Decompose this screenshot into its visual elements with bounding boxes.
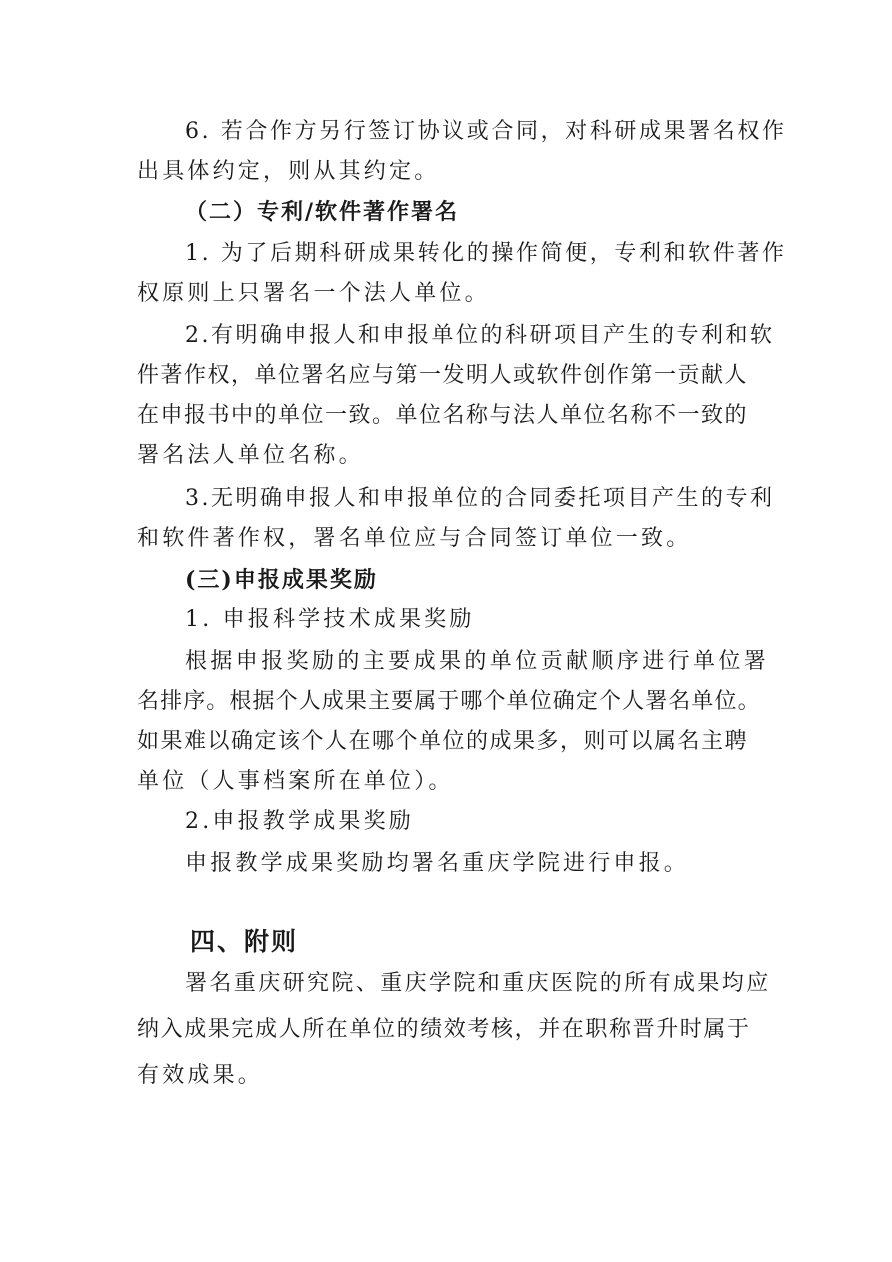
appendix-line-3: 有效成果。	[137, 1063, 264, 1088]
patent-item-2-line-2: 件著作权，单位署名应与第一发明人或软件创作第一贡献人	[137, 363, 749, 388]
award-item-1-line-1: 根据申报奖励的主要成果的单位贡献顺序进行单位署	[185, 649, 770, 674]
patent-item-2-line-3: 在申报书中的单位一致。单位名称与法人单位名称不一致的	[137, 403, 749, 428]
heading-patent-software: （二）专利/软件著作署名	[185, 199, 460, 225]
appendix-line-1: 署名重庆研究院、重庆学院和重庆医院的所有成果均应	[185, 971, 771, 996]
patent-item-2-line-1: 2.有明确申报人和申报单位的科研项目产生的专利和软	[185, 323, 775, 348]
patent-item-3-line-1: 3.无明确申报人和申报单位的合同委托项目产生的专利	[185, 486, 775, 511]
patent-item-1-line-1: 1. 为了后期科研成果转化的操作简便，专利和软件著作	[185, 241, 787, 266]
paragraph-6-line-2: 出具体约定，则从其约定。	[137, 159, 440, 184]
patent-item-1-line-2: 权原则上只署名一个法人单位。	[137, 281, 490, 306]
heading-award: (三)申报成果奖励	[185, 567, 378, 593]
award-item-1-line-4: 单位（人事档案所在单位）。	[137, 769, 454, 794]
appendix-line-2: 纳入成果完成人所在单位的绩效考核，并在职称晋升时属于	[137, 1017, 751, 1042]
award-item-2-line-1: 申报教学成果奖励均署名重庆学院进行申报。	[185, 851, 690, 876]
award-item-1-title: 1. 申报科学技术成果奖励	[185, 607, 475, 632]
award-item-1-line-2: 名排序。根据个人成果主要属于哪个单位确定个人署名单位。	[137, 689, 761, 714]
paragraph-6-line-1: 6. 若合作方另行签订协议或合同，对科研成果署名权作	[185, 119, 787, 144]
award-item-1-line-3: 如果难以确定该个人在哪个单位的成果多，则可以属名主聘	[137, 729, 749, 754]
patent-item-2-line-4: 署名法人单位名称。	[137, 443, 364, 468]
section-title-appendix: 四、附则	[190, 927, 299, 956]
patent-item-3-line-2: 和软件著作权，署名单位应与合同签订单位一致。	[137, 526, 692, 551]
award-item-2-title: 2.申报教学成果奖励	[185, 809, 414, 834]
